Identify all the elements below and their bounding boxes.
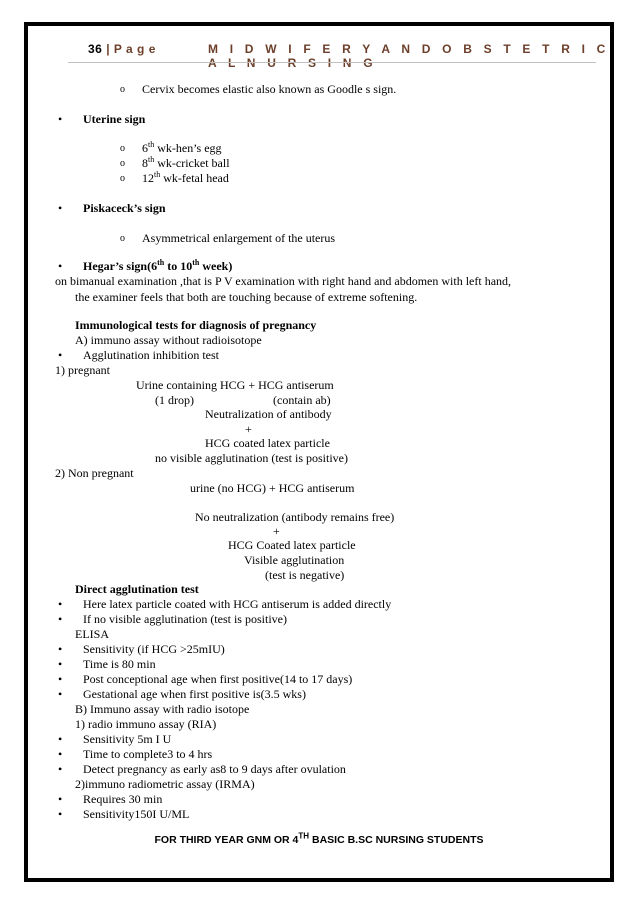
piskaceck-heading: Piskaceck’s sign [83, 201, 166, 215]
bullet: • [58, 112, 63, 126]
direct-heading: Direct agglutination test [75, 582, 199, 596]
immuno-heading: Immunological tests for diagnosis of pregnancy [75, 318, 317, 332]
text-line: 1) radio immuno assay (RIA) [75, 717, 217, 731]
text-line: (test is negative) [265, 568, 345, 582]
text-line: Detect pregnancy as early as8 to 9 days after ovulation [83, 762, 346, 776]
bullet: • [58, 657, 63, 671]
bullet: • [58, 762, 63, 776]
text-line: Agglutination inhibition test [83, 348, 219, 362]
list-marker: o [120, 143, 125, 154]
text-line: 1) pregnant [55, 363, 110, 377]
document-page [24, 22, 614, 882]
bullet: • [58, 642, 63, 656]
text-line: No neutralization (antibody remains free) [195, 510, 395, 524]
text-line: Sensitivity 5m I U [83, 732, 172, 746]
list-marker: o [120, 158, 125, 169]
bullet: • [58, 687, 63, 701]
plus-sign: + [273, 524, 280, 538]
bullet: • [58, 672, 63, 686]
text-line: Neutralization of antibody [205, 407, 332, 421]
text-line: If no visible agglutination (test is positive) [83, 612, 287, 626]
text-line: Sensitivity150I U/ML [83, 807, 190, 821]
text-line: HCG coated latex particle [205, 436, 330, 450]
bullet: • [58, 201, 63, 215]
text-line: Gestational age when first positive is(3.5 wks) [83, 687, 306, 701]
text-line: (1 drop) [155, 393, 194, 407]
text-line: 2) Non pregnant [55, 466, 134, 480]
bullet: • [58, 348, 63, 362]
hegar-heading: Hegar’s sign(6th to 10th week) [83, 258, 233, 273]
header-divider [68, 62, 596, 63]
text-line: HCG Coated latex particle [228, 538, 356, 552]
uterine-item: 12th wk-fetal head [142, 170, 229, 185]
uterine-sign-heading: Uterine sign [83, 112, 146, 126]
list-marker: o [120, 233, 125, 244]
bullet: • [58, 792, 63, 806]
page-number: 36 | P a g e [88, 42, 156, 56]
text-line: Urine containing HCG + HCG antiserum [136, 378, 334, 392]
uterine-item: 8th wk-cricket ball [142, 155, 230, 170]
text-line: Here latex particle coated with HCG antiserum is added directly [83, 597, 392, 611]
text-line: ELISA [75, 627, 109, 641]
text-line: (contain ab) [273, 393, 331, 407]
paragraph-line: the examiner feels that both are touching because of extreme softening. [75, 290, 418, 304]
header-title: M I D W I F E R Y A N D O B S T E T R I C A L N U R S I N G [208, 42, 610, 70]
text-line: 2)immuno radiometric assay (IRMA) [75, 777, 255, 791]
bullet: • [58, 807, 63, 821]
text-line: A) immuno assay without radioisotope [75, 333, 262, 347]
uterine-item: 6th wk-hen’s egg [142, 140, 222, 155]
bullet: • [58, 597, 63, 611]
page-footer: FOR THIRD YEAR GNM OR 4TH BASIC B.SC NURSING STUDENTS [154, 831, 484, 846]
list-marker: o [120, 84, 125, 95]
plus-sign: + [245, 422, 252, 436]
bullet: • [58, 259, 63, 273]
asymmetrical-line: Asymmetrical enlargement of the uterus [142, 231, 336, 245]
text-line: Requires 30 min [83, 792, 163, 806]
text-line: Visible agglutination [244, 553, 345, 567]
bullet: • [58, 747, 63, 761]
text-line: Post conceptional age when first positive(14 to 17 days) [83, 672, 353, 686]
text-line: B) Immuno assay with radio isotope [75, 702, 250, 716]
text-line: urine (no HCG) + HCG antiserum [190, 481, 355, 495]
text-line: Time is 80 min [83, 657, 156, 671]
text-line: Time to complete3 to 4 hrs [83, 747, 213, 761]
paragraph-line: on bimanual examination ,that is P V examination with right hand and abdomen with left hand, [55, 274, 512, 288]
text-line: Sensitivity (if HCG >25mIU) [83, 642, 225, 656]
bullet: • [58, 612, 63, 626]
text-line: no visible agglutination (test is positive) [155, 451, 348, 465]
cervix-line: Cervix becomes elastic also known as Goodle s sign. [142, 82, 397, 96]
list-marker: o [120, 173, 125, 184]
bullet: • [58, 732, 63, 746]
